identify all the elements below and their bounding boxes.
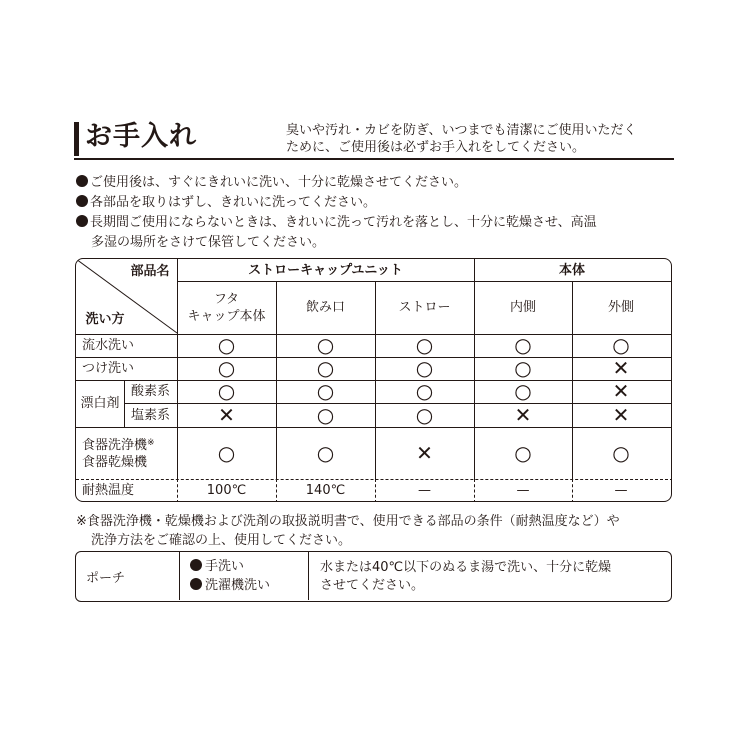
corner-parts-label: 部品名 — [130, 263, 170, 279]
mark-cell: ○ — [316, 402, 335, 427]
mark-cell: ○ — [514, 440, 532, 465]
heat-value: — — [516, 482, 530, 498]
bullet-item: 長期間ご使用にならないときは、きれいに洗って汚れを落とし、十分に乾燥させ、高温 多湿の場所をさけて保管してください。 — [76, 213, 676, 253]
title-accent-bar — [74, 122, 79, 156]
mark-cell: ✕ — [612, 356, 630, 380]
mark-cell: ✕ — [514, 402, 532, 427]
heat-value: 100℃ — [206, 482, 247, 498]
header-desc-line1: 臭いや汚れ・カビを防ぎ、いつまでも清潔にご使用いただく — [286, 123, 637, 138]
bullet-dot-icon — [76, 175, 88, 187]
page-title: お手入れ — [85, 121, 197, 152]
mark-cell: ○ — [415, 356, 434, 380]
col-inner: 内側 — [509, 300, 536, 315]
option-machine-wash: 洗濯機洗い — [190, 576, 270, 595]
col-outer: 外側 — [607, 300, 634, 315]
heat-value: 140℃ — [305, 482, 346, 498]
pouch-label: ポーチ — [86, 570, 126, 586]
row-running-water: 流水洗い — [82, 338, 135, 353]
group-body: 本体 — [558, 262, 585, 278]
care-instructions — [76, 173, 676, 253]
pouch-options — [190, 557, 270, 595]
corner-method-label: 洗い方 — [85, 311, 125, 327]
mark-cell: ○ — [514, 356, 532, 380]
row-bleach: 漂白剤 — [80, 396, 120, 411]
header-desc-line2: ために、ご使用後は必ずお手入れをしてください。 — [286, 140, 586, 155]
row-heat-resistance: 耐熱温度 — [82, 482, 135, 498]
col-futa-cap: フタ キャップ本体 — [187, 291, 266, 324]
mark-cell: ○ — [415, 402, 434, 427]
mark-cell: ○ — [316, 356, 335, 380]
bullet-item: ご使用後は、すぐにきれいに洗い、十分に乾燥させてください。 — [76, 173, 676, 193]
row-chlorine-bleach: 塩素系 — [130, 407, 170, 423]
mark-cell: ○ — [612, 440, 630, 465]
header-divider — [74, 158, 674, 160]
bullet-item: 各部品を取りはずし、きれいに洗ってください。 — [76, 193, 676, 213]
mark-cell: ○ — [316, 379, 335, 403]
mark-cell: ✕ — [612, 402, 630, 427]
bullet-dot-icon — [76, 195, 88, 207]
bullet-dot-icon — [190, 578, 202, 590]
bullet-dot-icon — [76, 215, 88, 227]
header-description — [286, 122, 636, 156]
col-straw: ストロー — [398, 300, 451, 315]
washing-table — [75, 258, 672, 502]
mark-cell: ○ — [217, 440, 236, 465]
group-strawcap-unit: ストローキャップユニット — [248, 262, 403, 278]
mark-cell: ○ — [514, 333, 532, 357]
mark-cell: ○ — [316, 333, 335, 357]
heat-value: — — [418, 482, 431, 498]
mark-cell: ○ — [217, 333, 236, 357]
mark-cell: ○ — [217, 356, 236, 380]
row-dishwasher: 食器洗浄機※ 食器乾燥機 — [82, 438, 155, 470]
mark-cell: ○ — [612, 333, 630, 357]
option-hand-wash: 手洗い — [190, 557, 270, 576]
mark-cell: ✕ — [416, 440, 433, 465]
mark-cell: ○ — [217, 379, 236, 403]
row-oxygen-bleach: 酸素系 — [130, 384, 170, 399]
mark-cell: ✕ — [218, 402, 235, 427]
mark-cell: ○ — [415, 379, 434, 403]
row-soaking: つけ洗い — [82, 361, 135, 376]
heat-value: — — [614, 482, 628, 498]
mark-cell: ○ — [514, 379, 532, 403]
col-mouthpiece: 飲み口 — [305, 300, 345, 315]
bullet-dot-icon — [190, 559, 202, 571]
footnote: ※食器洗浄機・乾燥機および洗剤の取扱説明書で、使用できる部品の条件（耐熱温度など）や 洗浄方法をご確認の上、使用してください。 — [76, 514, 620, 548]
pouch-description: 水または40℃以下のぬるま湯で洗い、十分に乾燥 させてください。 — [320, 560, 612, 593]
mark-cell: ○ — [316, 440, 335, 465]
mark-cell: ✕ — [612, 379, 630, 403]
section-header — [74, 120, 674, 160]
pouch-care-box — [75, 551, 672, 602]
mark-cell: ○ — [415, 333, 434, 357]
